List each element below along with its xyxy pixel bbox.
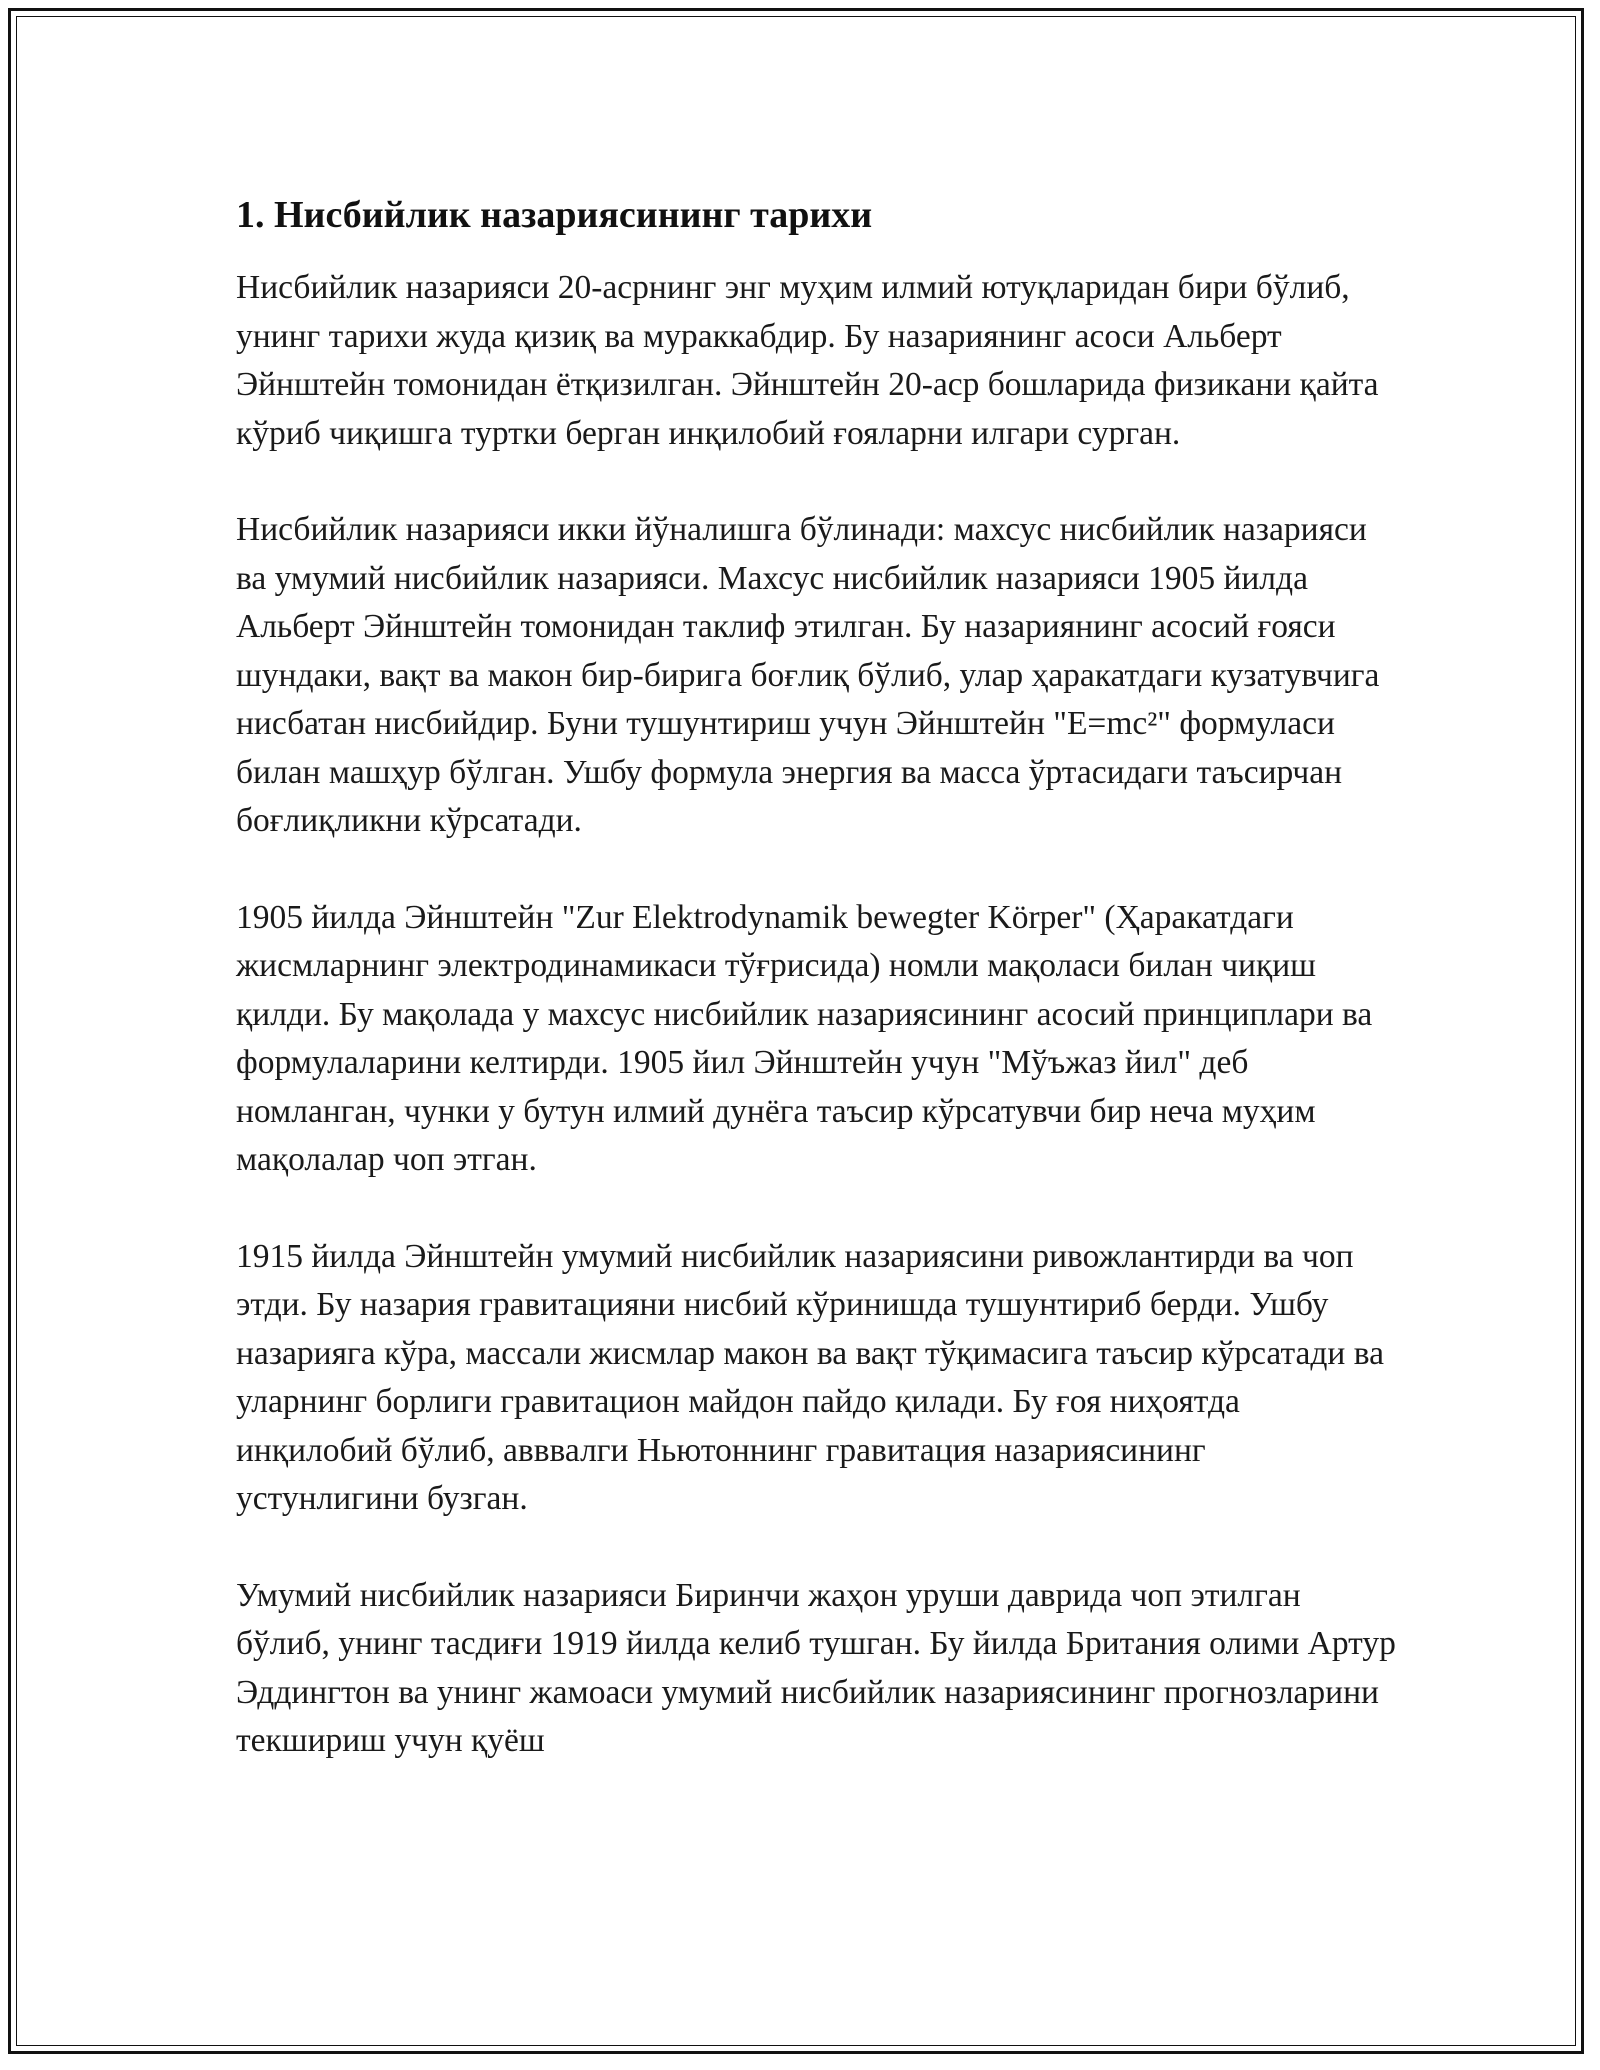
- paragraph-4: 1915 йилда Эйнштейн умумий нисбийлик назариясини ривожлантирди ва чоп этди. Бу назария гравитацияни нисбий кўринишда тушунтириб берди. Ушбу назарияга кўра, массали жисмлар макон ва вақт тўқимасига таъсир кўрсатади ва уларнинг борлиги гравитацион майдон пайдо қилади. Бу ғоя ниҳоятда инқилобий бўлиб, авввалги Ньютоннинг гравитация назариясининг устунлигини бузган.: [236, 1237, 1384, 1517]
- paragraph-1: Нисбийлик назарияси 20-асрнинг энг муҳим илмий ютуқларидан бири бўлиб, унинг тарихи жуда қизиқ ва мураккабдир. Бу назариянинг асоси Альберт Эйнштейн томонидан ётқизилган. Эйнштейн 20-аср бошларида физикани қайта кўриб чиқишга туртки берган инқилобий ғояларни илгари сурган.: [236, 269, 1379, 452]
- document-body: [236, 188, 1396, 1814]
- section-heading: 1. Нисбийлик назариясининг тарихи: [236, 194, 873, 236]
- paragraph-5: Умумий нисбийлик назарияси Биринчи жаҳон уруши даврида чоп этилган бўлиб, унинг тасдиғи 1919 йилда келиб тушган. Бу йилда Британия олими Артур Эддингтон ва унинг жамоаси умумий нисбийлик назариясининг прогнозларини текшириш учун қуёш: [236, 1576, 1396, 1759]
- paragraph-3: 1905 йилда Эйнштейн "Zur Elektrodynamik bewegter Körper" (Ҳаракатдаги жисмларнинг электродинамикаси тўғрисида) номли мақоласи билан чиқиш қилди. Бу мақолада у махсус нисбийлик назариясининг асосий принциплари ва формулаларини келтирди. 1905 йил Эйнштейн учун "Мўъжаз йил" деб номланган, чунки у бутун илмий дунёга таъсир кўрсатувчи бир неча муҳим мақолалар чоп этган.: [236, 898, 1373, 1178]
- paragraph-2: Нисбийлик назарияси икки йўналишга бўлинади: махсус нисбийлик назарияси ва умумий нисбийлик назарияси. Махсус нисбийлик назарияси 1905 йилда Альберт Эйнштейн томонидан таклиф этилган. Бу назариянинг асосий ғояси шундаки, вақт ва макон бир-бирига боғлиқ бўлиб, улар ҳаракатдаги кузатувчига нисбатан нисбийдир. Буни тушунтириш учун Эйнштейн "E=mc²" формуласи билан машҳур бўлган. Ушбу формула энергия ва масса ўртасидаги таъсирчан боғлиқликни кўрсатади.: [236, 511, 1380, 839]
